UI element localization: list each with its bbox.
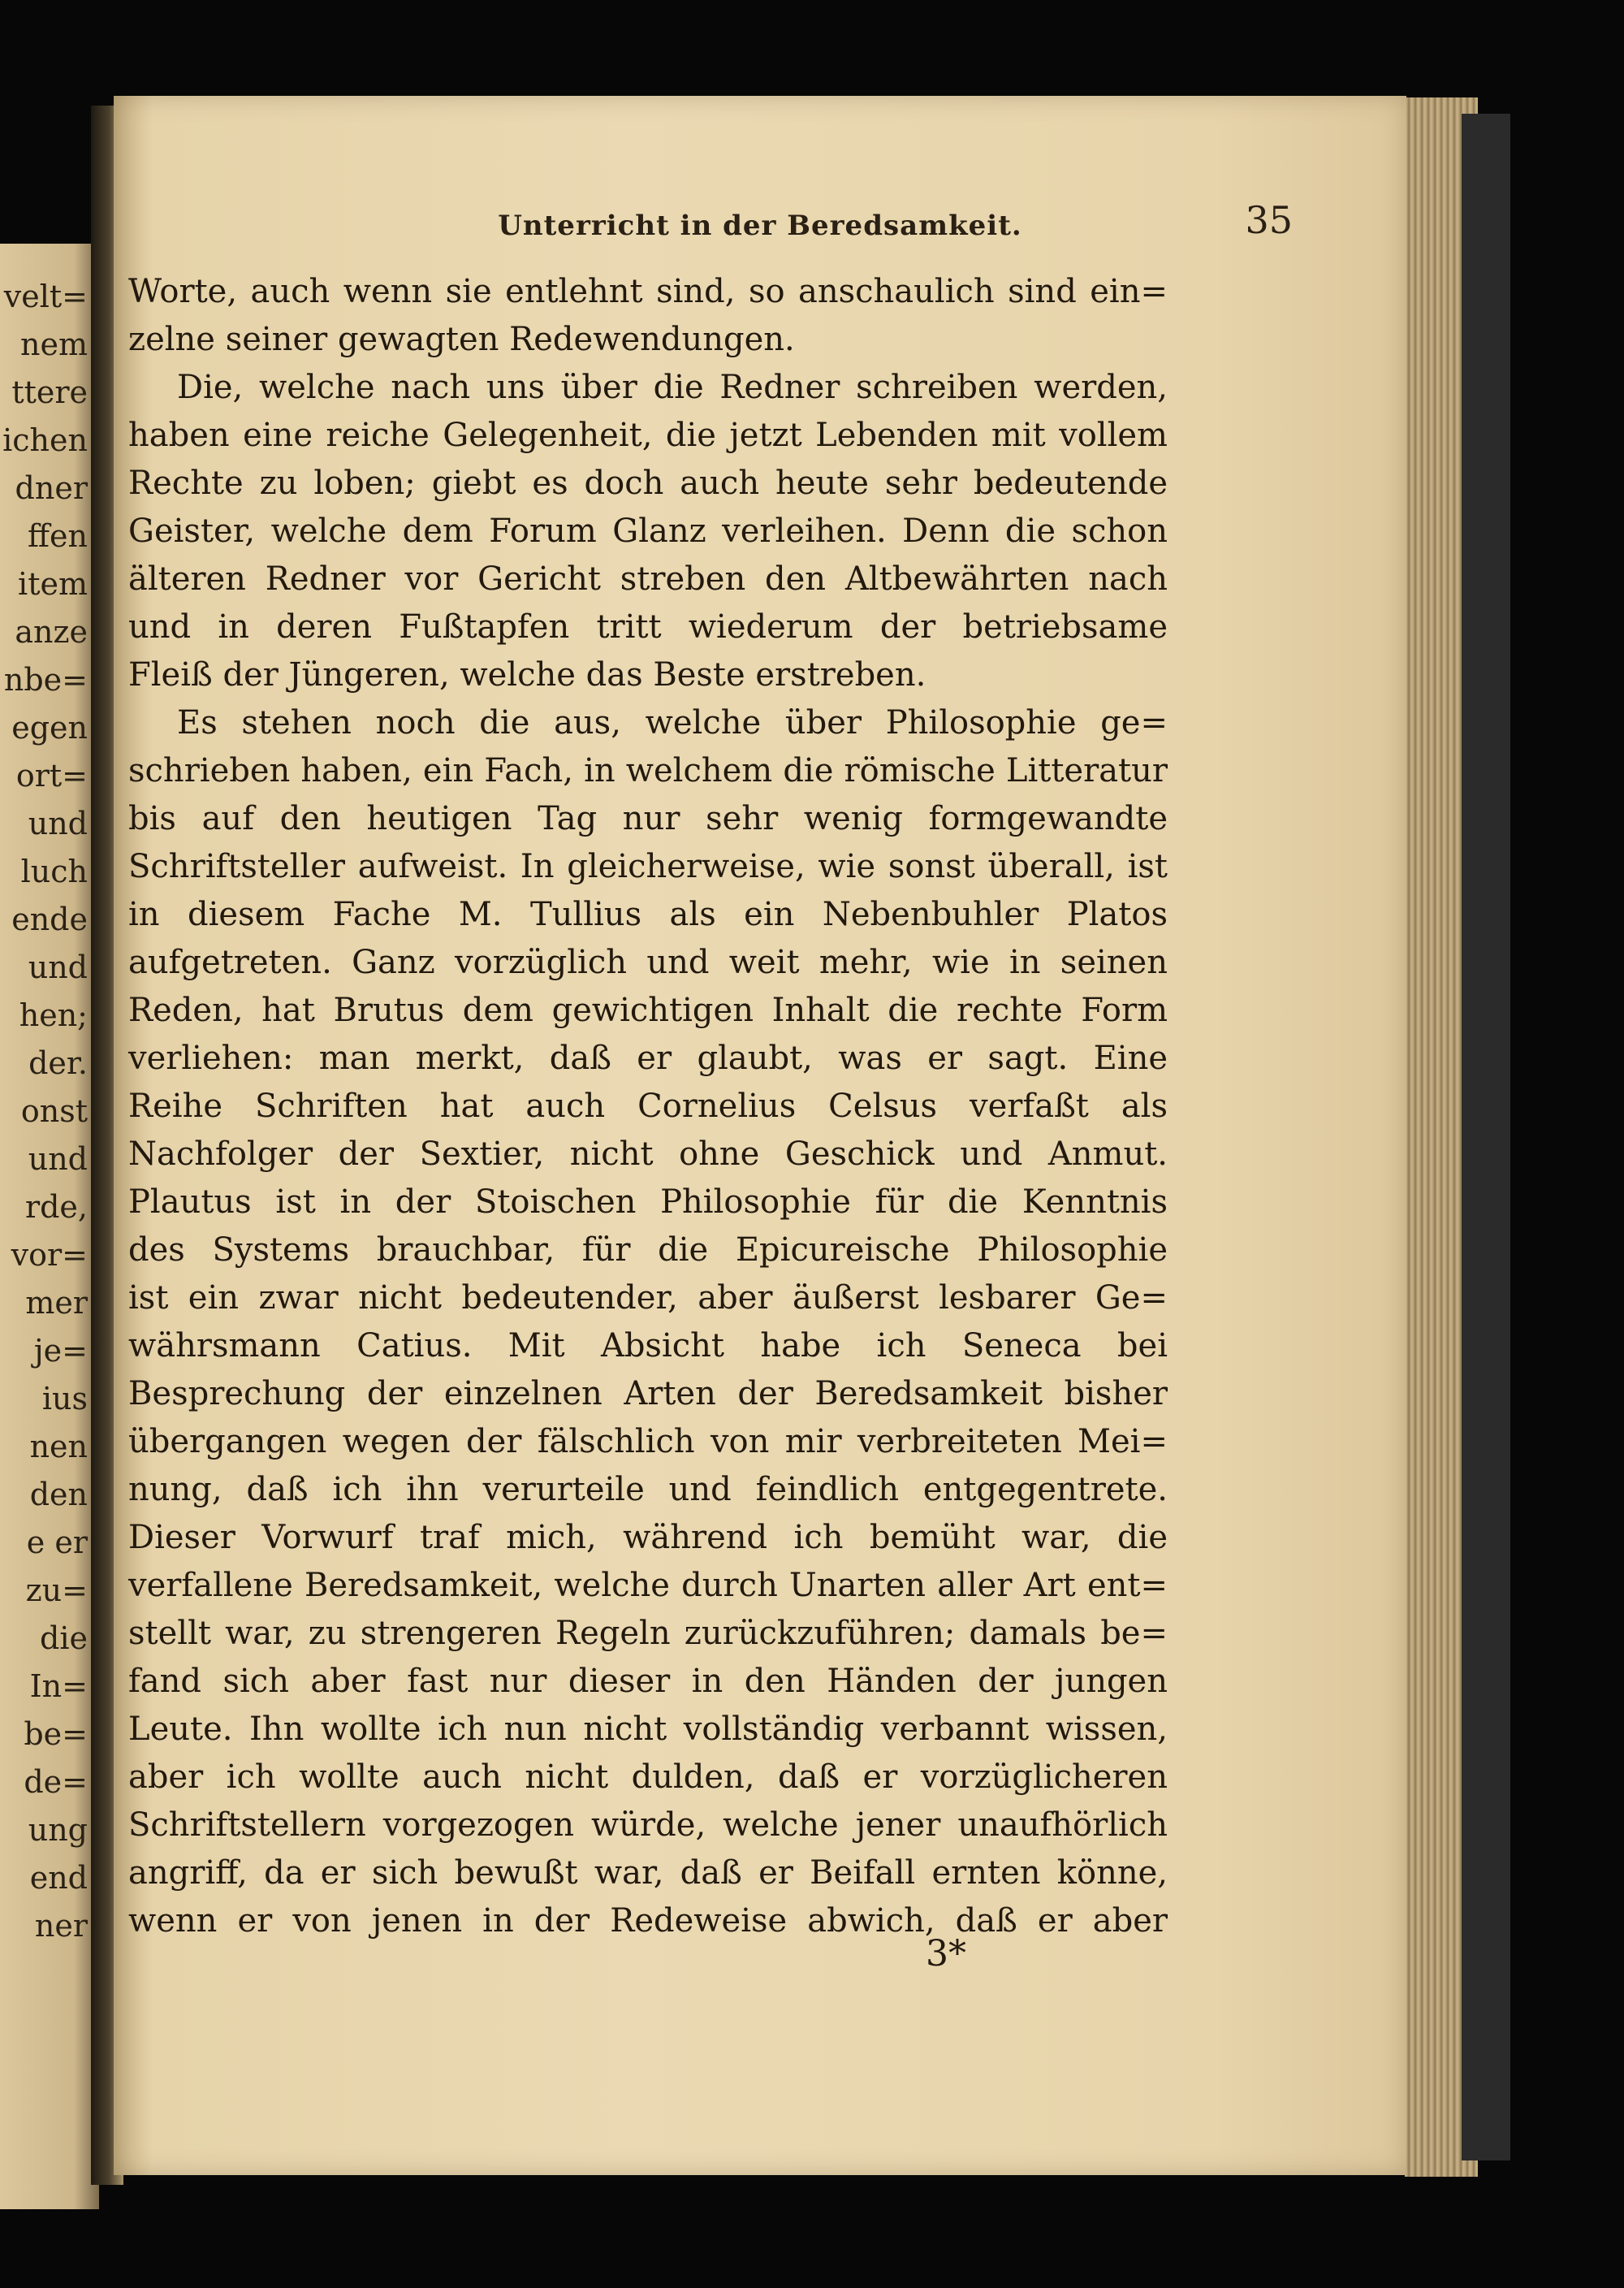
page-number: 35: [1245, 198, 1293, 242]
facing-page-line: den: [29, 1477, 88, 1512]
facing-page-line: vor=: [11, 1237, 88, 1273]
facing-page-line: mer: [25, 1285, 88, 1321]
text-line: Schriftsteller aufweist. In gleicherweise, wie sonst überall, ist: [128, 848, 1168, 885]
text-line: verliehen: man merkt, daß er glaubt, was er sagt. Eine: [128, 1040, 1168, 1077]
facing-page-line: ung: [28, 1812, 88, 1848]
facing-page-line: ort=: [15, 758, 88, 794]
facing-page-line: ttere: [11, 374, 88, 410]
text-line: zelne seiner gewagten Redewendungen.: [128, 321, 795, 358]
text-line: haben eine reiche Gelegenheit, die jetzt Lebenden mit vollem: [128, 417, 1168, 454]
facing-page-line: nbe=: [3, 662, 88, 698]
facing-page-left: [0, 244, 99, 2209]
text-line: bis auf den heutigen Tag nur sehr wenig formgewandte: [128, 800, 1168, 837]
facing-page-line: egen: [11, 710, 88, 746]
book-page: [114, 96, 1406, 2175]
text-line: aufgetreten. Ganz vorzüglich und weit mehr, wie in seinen: [128, 944, 1168, 981]
facing-page-line: zu=: [25, 1572, 88, 1608]
facing-page-line: rde,: [24, 1189, 88, 1225]
book-cover-edge: [1462, 114, 1510, 2160]
text-line: stellt war, zu strengeren Regeln zurückzuführen; damals be=: [128, 1615, 1168, 1652]
text-line: ist ein zwar nicht bedeutender, aber äußerst lesbarer Ge=: [128, 1279, 1168, 1317]
text-line: Worte, auch wenn sie entlehnt sind, so anschaulich sind ein=: [128, 273, 1168, 310]
facing-page-line: e er: [26, 1525, 88, 1560]
text-line: des Systems brauchbar, für die Epicureische Philosophie: [128, 1231, 1168, 1269]
facing-page-line: velt=: [3, 279, 88, 314]
facing-page-line: be=: [24, 1716, 88, 1752]
text-line: Die, welche nach uns über die Redner schreiben werden,: [177, 369, 1168, 406]
text-line: Besprechung der einzelnen Arten der Beredsamkeit bisher: [128, 1375, 1168, 1412]
text-line: Es stehen noch die aus, welche über Philosophie ge=: [177, 704, 1168, 742]
text-line: Plautus ist in der Stoischen Philosophie für die Kenntnis: [128, 1183, 1168, 1221]
text-line: währsmann Catius. Mit Absicht habe ich Seneca bei: [128, 1327, 1168, 1365]
facing-page-line: nem: [20, 327, 88, 362]
facing-page-line: ner: [34, 1908, 88, 1944]
facing-page-line: ichen: [2, 422, 88, 458]
facing-page-line: die: [40, 1620, 88, 1656]
running-head: Unterricht in der Beredsamkeit.: [498, 210, 1022, 242]
text-line: in diesem Fache M. Tullius als ein Nebenbuhler Platos: [128, 896, 1168, 933]
text-line: Geister, welche dem Forum Glanz verleihen. Denn die schon: [128, 513, 1168, 550]
facing-page-line: dner: [15, 470, 88, 506]
text-line: Schriftstellern vorgezogen würde, welche jener unaufhörlich: [128, 1806, 1168, 1844]
facing-page-line: end: [29, 1860, 88, 1896]
text-line: übergangen wegen der fälschlich von mir verbreiteten Mei=: [128, 1423, 1168, 1460]
facing-page-line: und: [28, 949, 88, 985]
facing-page-line: nen: [29, 1429, 88, 1464]
text-line: angriff, da er sich bewußt war, daß er Beifall ernten könne,: [128, 1854, 1168, 1892]
facing-page-line: ende: [11, 902, 88, 937]
facing-page-line: onst: [20, 1093, 88, 1129]
text-line: Reden, hat Brutus dem gewichtigen Inhalt die rechte Form: [128, 992, 1168, 1029]
facing-page-line: de=: [24, 1764, 88, 1800]
text-line: nung, daß ich ihn verurteile und feindlich entgegentrete.: [128, 1471, 1168, 1508]
facing-page-line: ius: [41, 1381, 88, 1416]
text-line: fand sich aber fast nur dieser in den Händen der jungen: [128, 1663, 1168, 1700]
text-line: Rechte zu loben; giebt es doch auch heute sehr bedeutende: [128, 465, 1168, 502]
body-text: [128, 268, 1168, 1945]
facing-page-line: und: [28, 806, 88, 841]
text-line: Reihe Schriften hat auch Cornelius Celsus verfaßt als: [128, 1088, 1168, 1125]
text-line: Fleiß der Jüngeren, welche das Beste erstreben.: [128, 656, 926, 694]
text-line: schrieben haben, ein Fach, in welchem die römische Litteratur: [128, 752, 1168, 789]
text-line: wenn er von jenen in der Redeweise abwich, daß er aber: [128, 1902, 1168, 1940]
text-line: und in deren Fußtapfen tritt wiederum der betriebsame: [128, 608, 1168, 646]
facing-page-line: der.: [28, 1045, 88, 1081]
text-line: älteren Redner vor Gericht streben den Altbewährten nach: [128, 560, 1168, 598]
facing-page-line: anze: [15, 614, 88, 650]
signature-mark: 3*: [926, 1933, 966, 1974]
text-line: Dieser Vorwurf traf mich, während ich bemüht war, die: [128, 1519, 1168, 1556]
facing-page-line: ffen: [28, 518, 88, 554]
text-line: Leute. Ihn wollte ich nun nicht vollständig verbannt wissen,: [128, 1711, 1168, 1748]
facing-page-line: In=: [29, 1668, 88, 1704]
facing-page-line: item: [18, 566, 88, 602]
facing-page-line: und: [28, 1141, 88, 1177]
facing-page-line: hen;: [19, 997, 88, 1033]
facing-page-line: luch: [20, 854, 88, 889]
text-line: aber ich wollte auch nicht dulden, daß er vorzüglicheren: [128, 1758, 1168, 1796]
text-line: verfallene Beredsamkeit, welche durch Unarten aller Art ent=: [128, 1567, 1168, 1604]
facing-page-line: je=: [33, 1333, 88, 1369]
text-line: Nachfolger der Sextier, nicht ohne Geschick und Anmut.: [128, 1135, 1168, 1173]
